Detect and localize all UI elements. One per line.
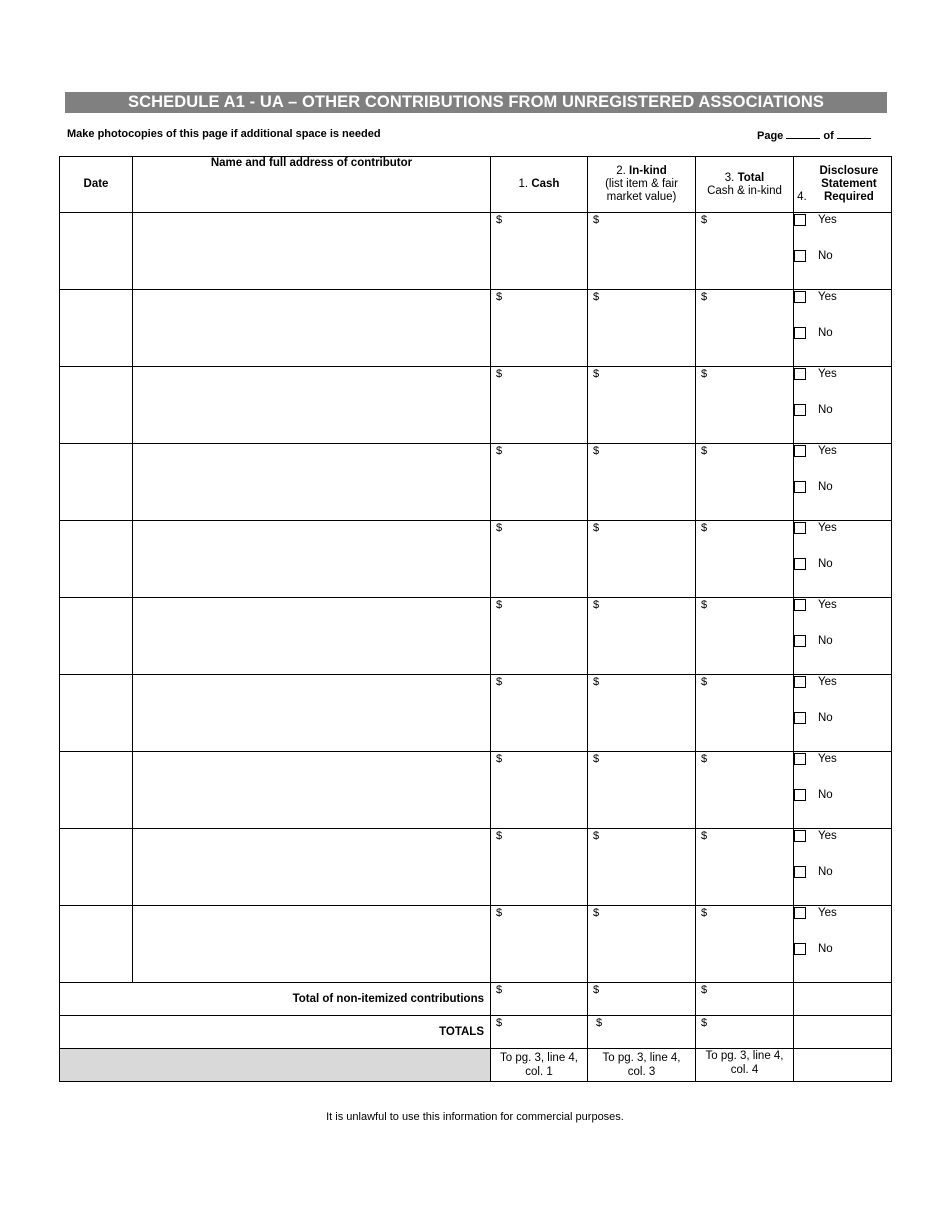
no-checkbox[interactable] [794,558,806,570]
nonitemized-label: Total of non-itemized contributions [60,983,491,1016]
no-option[interactable] [794,480,891,493]
yes-label: Yes [818,675,837,688]
dollar-sign: $ [496,830,503,842]
dollar-sign: $ [593,907,600,919]
contribution-row [60,213,892,290]
yes-checkbox[interactable] [794,522,806,534]
footer-notice: It is unlawful to use this information for commercial purposes. [326,1111,624,1123]
contribution-row [60,598,892,675]
total-reference [696,1049,794,1082]
cash-cell[interactable] [491,752,588,829]
yes-label: Yes [818,521,837,534]
dollar-sign: $ [496,1017,503,1029]
page-total-field[interactable] [837,128,871,139]
cash-header-num: 1. [518,178,529,190]
total-header-label: Total [737,171,765,184]
yes-label: Yes [818,598,837,611]
yes-option[interactable] [794,290,891,303]
no-label: No [818,865,833,878]
dollar-sign: $ [593,522,600,534]
yes-option[interactable] [794,598,891,611]
cash-cell[interactable] [491,906,588,983]
yes-checkbox[interactable] [794,368,806,380]
yes-option[interactable] [794,829,891,842]
dollar-sign: $ [496,368,503,380]
header-row [60,157,892,213]
contribution-row [60,906,892,983]
dollar-sign: $ [701,984,708,996]
yes-checkbox[interactable] [794,753,806,765]
yes-label: Yes [818,906,837,919]
dollar-sign: $ [701,1017,708,1029]
inkind-header-sub: (list item & fair market value) [605,178,678,203]
contribution-row [60,290,892,367]
page-number-field[interactable] [786,128,820,139]
no-label: No [818,634,833,647]
no-option[interactable] [794,403,891,416]
nonitemized-total-cell[interactable] [696,983,794,1016]
name-address-cell[interactable] [133,367,491,444]
total-cell[interactable] [696,521,794,598]
contribution-row [60,752,892,829]
no-option[interactable] [794,788,891,801]
no-checkbox[interactable] [794,943,806,955]
cash-reference-text: To pg. 3, line 4, col. 1 [500,1052,578,1078]
no-checkbox[interactable] [794,789,806,801]
total-cell[interactable] [696,829,794,906]
yes-label: Yes [818,752,837,765]
page-label: Page [757,130,784,142]
total-cell[interactable] [696,598,794,675]
name-address-cell[interactable] [133,213,491,290]
total-cell[interactable] [696,752,794,829]
yes-option[interactable] [794,521,891,534]
disclosure-cell [794,367,892,444]
name-address-cell[interactable] [133,598,491,675]
yes-label: Yes [818,290,837,303]
dollar-sign: $ [593,214,600,226]
no-label: No [818,403,833,416]
disclosure-reference [794,1049,892,1082]
totals-cash-cell[interactable] [491,1016,588,1049]
inkind-cell[interactable] [588,213,696,290]
no-label: No [818,249,833,262]
totals-row [60,1016,892,1049]
yes-option[interactable] [794,444,891,457]
no-label: No [818,788,833,801]
dollar-sign: $ [701,445,708,457]
yes-checkbox[interactable] [794,676,806,688]
dollar-sign: $ [496,676,503,688]
no-label: No [818,942,833,955]
date-cell[interactable] [60,367,133,444]
name-address-cell[interactable] [133,290,491,367]
dollar-sign: $ [496,214,503,226]
date-cell[interactable] [60,521,133,598]
contribution-row [60,367,892,444]
cash-cell[interactable] [491,444,588,521]
no-checkbox[interactable] [794,481,806,493]
no-label: No [818,711,833,724]
no-option[interactable] [794,942,891,955]
nonitemized-inkind-cell[interactable] [588,983,696,1016]
inkind-cell[interactable] [588,444,696,521]
disclosure-cell [794,444,892,521]
dollar-sign: $ [701,368,708,380]
inkind-header-label: In-kind [629,165,667,177]
contribution-row [60,444,892,521]
name-address-cell[interactable] [133,752,491,829]
dollar-sign: $ [593,599,600,611]
dollar-sign: $ [496,522,503,534]
total-header [696,157,794,213]
cash-header [491,157,588,213]
yes-checkbox[interactable] [794,907,806,919]
yes-label: Yes [818,367,837,380]
yes-option[interactable] [794,367,891,380]
cash-cell[interactable] [491,367,588,444]
date-cell[interactable] [60,752,133,829]
inkind-cell[interactable] [588,598,696,675]
dollar-sign: $ [701,522,708,534]
photocopy-instruction: Make photocopies of this page if additional space is needed [67,128,381,140]
contribution-row [60,521,892,598]
disclosure-header [794,157,892,213]
date-cell[interactable] [60,829,133,906]
contribution-row [60,675,892,752]
inkind-header-num: 2. [616,165,626,177]
dollar-sign: $ [701,599,708,611]
no-checkbox[interactable] [794,250,806,262]
disclosure-cell [794,906,892,983]
cash-header-label: Cash [531,178,560,190]
inkind-cell[interactable] [588,906,696,983]
contributions-table [59,156,892,1082]
totals-disclosure-cell [794,1016,892,1049]
dollar-sign: $ [496,753,503,765]
name-address-cell[interactable] [133,521,491,598]
inkind-cell[interactable] [588,675,696,752]
no-label: No [818,326,833,339]
date-cell[interactable] [60,598,133,675]
dollar-sign: $ [701,291,708,303]
inkind-cell[interactable] [588,829,696,906]
dollar-sign: $ [701,830,708,842]
nonitemized-disclosure-cell [794,983,892,1016]
yes-option[interactable] [794,752,891,765]
cash-cell[interactable] [491,675,588,752]
inkind-reference [588,1049,696,1082]
yes-option[interactable] [794,213,891,226]
dollar-sign: $ [496,984,503,996]
dollar-sign: $ [593,753,600,765]
no-label: No [818,480,833,493]
no-checkbox[interactable] [794,327,806,339]
yes-label: Yes [818,444,837,457]
disclosure-cell [794,752,892,829]
dollar-sign: $ [701,676,708,688]
cash-cell[interactable] [491,598,588,675]
no-checkbox[interactable] [794,712,806,724]
dollar-sign: $ [596,1017,603,1029]
inkind-reference-text: To pg. 3, line 4, col. 3 [602,1052,681,1078]
inkind-cell[interactable] [588,521,696,598]
name-address-cell[interactable] [133,829,491,906]
total-cell[interactable] [696,444,794,521]
inkind-header [588,157,696,213]
no-label: No [818,557,833,570]
yes-label: Yes [818,829,837,842]
yes-label: Yes [818,213,837,226]
total-header-num: 3. [724,171,735,184]
no-option[interactable] [794,865,891,878]
name-address-cell[interactable] [133,675,491,752]
dollar-sign: $ [593,984,600,996]
disclosure-cell [794,598,892,675]
cash-cell[interactable] [491,213,588,290]
no-option[interactable] [794,557,891,570]
page-number-line [757,128,871,142]
dollar-sign: $ [496,599,503,611]
dollar-sign: $ [593,368,600,380]
dollar-sign: $ [593,291,600,303]
page-of-label: of [823,130,834,142]
disclosure-cell [794,829,892,906]
total-cell[interactable] [696,675,794,752]
date-cell[interactable] [60,213,133,290]
yes-checkbox[interactable] [794,830,806,842]
no-option[interactable] [794,711,891,724]
dollar-sign: $ [701,753,708,765]
cash-reference [491,1049,588,1082]
disclosure-cell [794,213,892,290]
date-header: Date [60,157,133,213]
disclosure-cell [794,521,892,598]
dollar-sign: $ [701,907,708,919]
yes-option[interactable] [794,906,891,919]
name-address-cell[interactable] [133,906,491,983]
yes-checkbox[interactable] [794,214,806,226]
date-cell[interactable] [60,290,133,367]
contribution-row [60,829,892,906]
total-header-sub: Cash & in-kind [707,184,782,197]
total-reference-text: To pg. 3, line 4, col. 4 [705,1050,784,1076]
date-cell[interactable] [60,906,133,983]
date-cell[interactable] [60,675,133,752]
inkind-cell[interactable] [588,290,696,367]
name-address-header: Name and full address of contributor [133,157,491,213]
shaded-cell [60,1049,491,1082]
no-checkbox[interactable] [794,866,806,878]
totals-total-cell[interactable] [696,1016,794,1049]
totals-inkind-cell[interactable] [588,1016,696,1049]
total-cell[interactable] [696,906,794,983]
dollar-sign: $ [496,907,503,919]
cash-cell[interactable] [491,521,588,598]
total-cell[interactable] [696,290,794,367]
no-option[interactable] [794,634,891,647]
cash-cell[interactable] [491,290,588,367]
nonitemized-cash-cell[interactable] [491,983,588,1016]
yes-checkbox[interactable] [794,445,806,457]
no-option[interactable] [794,249,891,262]
date-cell[interactable] [60,444,133,521]
yes-checkbox[interactable] [794,291,806,303]
reference-row [60,1049,892,1082]
disclosure-header-label: Disclosure Statement Required [819,165,879,203]
no-checkbox[interactable] [794,404,806,416]
dollar-sign: $ [593,830,600,842]
cash-cell[interactable] [491,829,588,906]
nonitemized-row [60,983,892,1016]
dollar-sign: $ [593,445,600,457]
schedule-title: SCHEDULE A1 - UA – OTHER CONTRIBUTIONS FROM UNREGISTERED ASSOCIATIONS [65,92,887,113]
yes-checkbox[interactable] [794,599,806,611]
dollar-sign: $ [496,291,503,303]
dollar-sign: $ [496,445,503,457]
disclosure-cell [794,290,892,367]
no-checkbox[interactable] [794,635,806,647]
no-option[interactable] [794,326,891,339]
dollar-sign: $ [593,676,600,688]
totals-label: TOTALS [60,1016,491,1049]
yes-option[interactable] [794,675,891,688]
total-cell[interactable] [696,213,794,290]
name-address-cell[interactable] [133,444,491,521]
dollar-sign: $ [701,214,708,226]
inkind-cell[interactable] [588,752,696,829]
disclosure-header-num: 4. [797,191,807,203]
disclosure-cell [794,675,892,752]
total-cell[interactable] [696,367,794,444]
inkind-cell[interactable] [588,367,696,444]
